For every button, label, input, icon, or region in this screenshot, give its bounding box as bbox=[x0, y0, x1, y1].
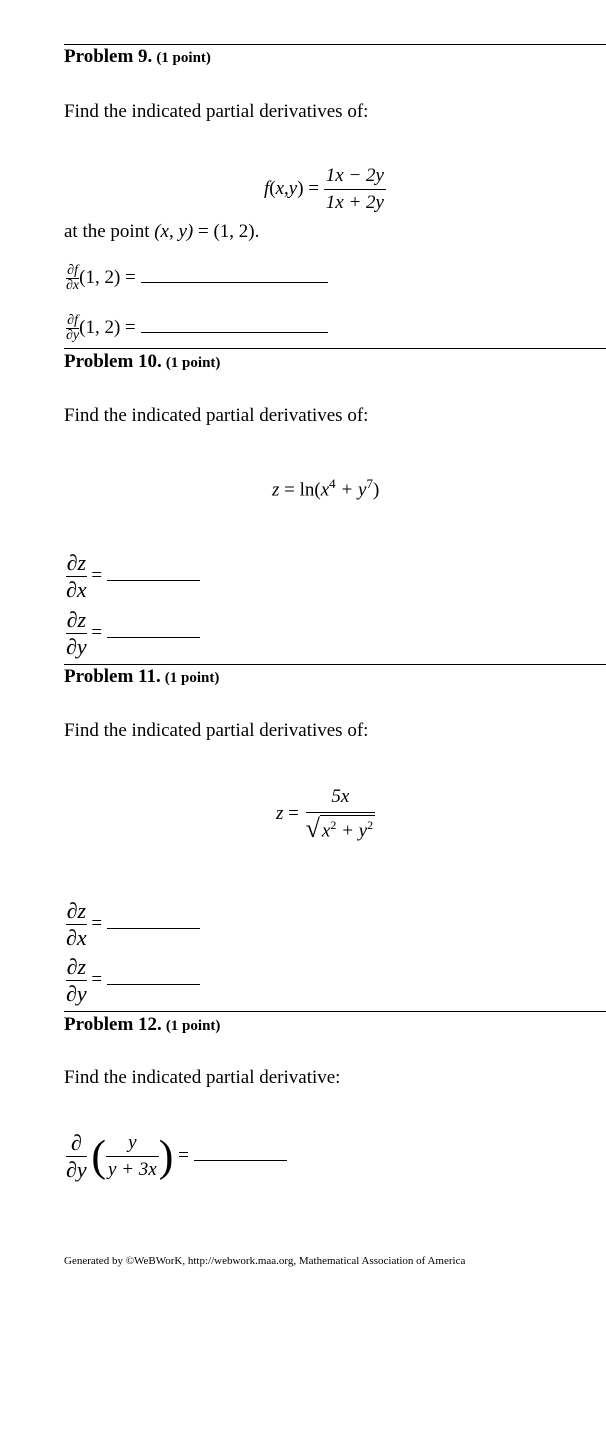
problem-10-function: $z = \ln(x^4 + y^7)$ bbox=[272, 476, 380, 501]
problem-12-answer: ∂ ∂y ( $\frac{y}{y + 3x}$ ) = bbox=[66, 1130, 287, 1183]
problem-9-function: f(x,y) = $\frac{1x - 2y}{1x + 2y}$ bbox=[264, 165, 384, 213]
problem-points: (1 point) bbox=[164, 670, 220, 686]
problem-title-text: Problem 11. bbox=[64, 666, 161, 687]
problem-11-prompt: Find the indicated partial derivatives of: bbox=[64, 720, 369, 741]
answer-blank-dzdx[interactable] bbox=[107, 928, 200, 929]
problem-9-title bbox=[64, 46, 211, 68]
problem-11-function: z = 5x √ $x^2 + y^2$ bbox=[276, 786, 374, 844]
problem-10-answer-dzdx: $\frac{\partial z}{\partial x}$ = bbox=[66, 550, 200, 603]
problem-9-rule bbox=[64, 44, 606, 45]
problem-12-prompt: Find the indicated partial derivative: bbox=[64, 1067, 341, 1088]
problem-11-answer-dzdy: $\frac{\partial z}{\partial y}$ = bbox=[66, 954, 200, 1007]
problem-points: (1 point) bbox=[165, 1018, 221, 1034]
problem-12-title bbox=[64, 1014, 220, 1036]
problem-11-answer-dzdx: $\frac{\partial z}{\partial x}$ = bbox=[66, 898, 200, 951]
problem-points: (1 point) bbox=[165, 355, 221, 371]
problem-title-text: Problem 10. bbox=[64, 351, 162, 372]
answer-blank-d-dy[interactable] bbox=[194, 1160, 287, 1161]
answer-blank-dzdx[interactable] bbox=[107, 580, 200, 581]
problem-10-rule bbox=[64, 348, 606, 349]
answer-blank-dzdy[interactable] bbox=[107, 637, 200, 638]
problem-10-prompt: Find the indicated partial derivatives of: bbox=[64, 405, 369, 426]
problem-12-rule bbox=[64, 1011, 606, 1012]
answer-blank-dzdy[interactable] bbox=[107, 984, 200, 985]
problem-points: (1 point) bbox=[156, 50, 211, 66]
point-label: at the point bbox=[64, 221, 150, 242]
problem-9-answer-dfdy: $\frac{\partial f}{\partial y}$ (1, 2) = bbox=[66, 314, 328, 343]
footer-credit: Generated by ©WeBWorK, http://webwork.maa.org, Mathematical Association of America bbox=[64, 1255, 466, 1267]
problem-10-answer-dzdy: $\frac{\partial z}{\partial y}$ = bbox=[66, 607, 200, 660]
problem-9-point-line: at the point (x, y) = (1, 2). bbox=[64, 221, 260, 242]
problem-title-text: Problem 12. bbox=[64, 1014, 162, 1035]
problem-9-prompt: Find the indicated partial derivatives of: bbox=[64, 101, 369, 122]
problem-11-title bbox=[64, 666, 219, 688]
problem-title-text: Problem 9. bbox=[64, 46, 153, 67]
problem-9-answer-dfdx: $\frac{\partial f}{\partial x}$ (1, 2) = bbox=[66, 264, 328, 293]
answer-blank-dfdy[interactable] bbox=[141, 332, 328, 333]
answer-blank-dfdx[interactable] bbox=[141, 282, 328, 283]
problem-10-title bbox=[64, 351, 220, 373]
problem-11-rule bbox=[64, 664, 606, 665]
